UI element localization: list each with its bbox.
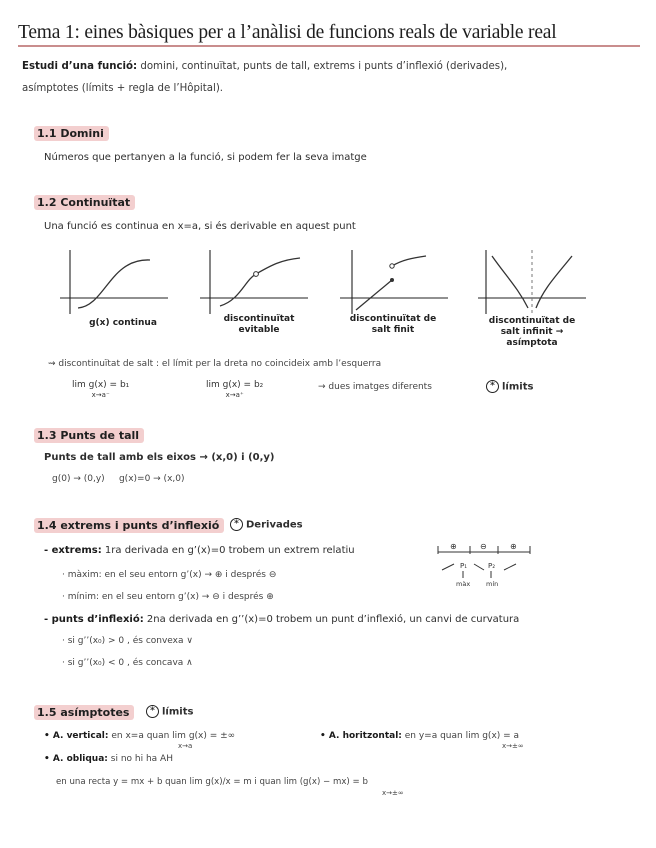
graph-continua <box>60 248 170 316</box>
intro-paragraph <box>22 56 634 100</box>
continuitat-text: Una funció es continua en x=a, si és derivable en aquest punt <box>44 221 356 232</box>
limit-left-expr: lim g(x) = b₁ <box>72 380 130 390</box>
section-heading-continuitat: 1.2 Continuïtat <box>34 195 135 210</box>
horizontal-line <box>320 731 519 741</box>
vertical-text: en x=a quan lim g(x) = ±∞ <box>111 731 236 741</box>
section-heading-asimptotes: 1.5 asímptotes <box>34 705 134 720</box>
caption-continua: g(x) continua <box>89 318 157 328</box>
extrems-text: 1ra derivada en g’(x)=0 trobem un extrem relatiu <box>104 545 355 556</box>
recta-text: en una recta y = mx + b quan lim g(x)/x = m i quan lim (g(x) − mx) = b <box>56 777 368 787</box>
graph-salt-infinit <box>478 248 588 316</box>
intro-rest: domini, continuïtat, punts de tall, extrems i punts d’inflexió (derivades), <box>140 61 508 72</box>
inflexio-label: - punts d’inflexió: <box>44 614 144 625</box>
punts-tall-formula: g(0) → (0,y) g(x)=0 → (x,0) <box>52 474 185 484</box>
derivades-tag <box>230 518 303 531</box>
derivades-tag-label: Derivades <box>246 519 303 531</box>
caption-salt-infinit: discontinuïtat de salt infinit → asímptota <box>488 316 576 348</box>
maxim-text: · màxim: en el seu entorn g’(x) → ⊕ i després ⊖ <box>62 570 277 580</box>
limit-right-sub: x→a⁺ <box>225 391 244 399</box>
obliqua-line <box>44 754 173 764</box>
punts-tall-text: Punts de tall amb els eixos → (x,0) i (0,y) <box>44 452 275 463</box>
graph-salt-finit <box>340 248 450 316</box>
p1-label: P₁ <box>460 562 468 570</box>
max-label: màx <box>456 580 471 588</box>
extrems-line <box>44 545 355 556</box>
limit-right-expr: lim g(x) = b₂ <box>206 380 264 390</box>
sign-chart-diagram <box>434 538 534 588</box>
title-underline <box>18 45 640 47</box>
caption-salt-finit: discontinuïtat de salt finit <box>349 314 437 335</box>
page-title: Tema 1: eines bàsiques per a l’anàlisi de funcions reals de variable real <box>18 22 557 43</box>
limits-tag-label: límits <box>502 381 534 393</box>
recta-sub: x→±∞ <box>382 789 404 797</box>
limits-tag-15 <box>146 705 193 718</box>
horizontal-sub: x→±∞ <box>502 742 524 750</box>
sign-3: ⊕ <box>510 542 517 551</box>
salt-note: ⇝ discontinuïtat de salt : el límit per la dreta no coincideix amb l’esquerra <box>48 359 382 369</box>
caption-evitable: discontinuïtat evitable <box>223 314 295 335</box>
convexa-text: · si g’’(x₀) > 0 , és convexa ∨ <box>62 636 193 646</box>
sign-1: ⊕ <box>450 542 457 551</box>
concava-text: · si g’’(x₀) < 0 , és concava ∧ <box>62 658 193 668</box>
horizontal-text: en y=a quan lim g(x) = a <box>404 731 520 741</box>
domini-text: Números que pertanyen a la funció, si podem fer la seva imatge <box>44 152 367 163</box>
horizontal-label: • A. horitzontal: <box>320 731 402 741</box>
limit-left-sub: x→a⁻ <box>91 391 110 399</box>
star-icon: * <box>230 518 243 531</box>
section-heading-extrems: 1.4 extrems i punts d’inflexió <box>34 518 224 533</box>
intro-lead: Estudi d’una funció: <box>22 61 138 72</box>
dues-imatges-text: → dues imatges diferents <box>318 382 432 392</box>
inflexio-line <box>44 614 519 625</box>
obliqua-label: • A. obliqua: <box>44 754 108 764</box>
star-icon: * <box>486 380 499 393</box>
p2-label: P₂ <box>488 562 496 570</box>
vertical-line <box>44 731 235 741</box>
limit-right <box>206 380 263 400</box>
limits-tag-15-label: límits <box>162 706 194 718</box>
limit-left <box>72 380 129 400</box>
minim-text: · mínim: en el seu entorn g’(x) → ⊖ i després ⊕ <box>62 592 274 602</box>
graph-discontinuitat-evitable <box>200 248 310 316</box>
section-heading-domini: 1.1 Domini <box>34 126 109 141</box>
obliqua-text: si no hi ha AH <box>110 754 173 764</box>
sign-2: ⊖ <box>480 542 487 551</box>
limits-tag-12 <box>486 380 533 393</box>
inflexio-text: 2na derivada en g’’(x)=0 trobem un punt d’inflexió, un canvi de curvatura <box>146 614 520 625</box>
vertical-sub: x→a <box>178 742 193 750</box>
section-heading-punts-tall: 1.3 Punts de tall <box>34 428 144 443</box>
extrems-label: - extrems: <box>44 545 102 556</box>
vertical-label: • A. vertical: <box>44 731 109 741</box>
intro-line2: asímptotes (límits + regla de l’Hôpital). <box>22 83 224 94</box>
star-icon: * <box>146 705 159 718</box>
min-label: mín <box>486 580 499 588</box>
